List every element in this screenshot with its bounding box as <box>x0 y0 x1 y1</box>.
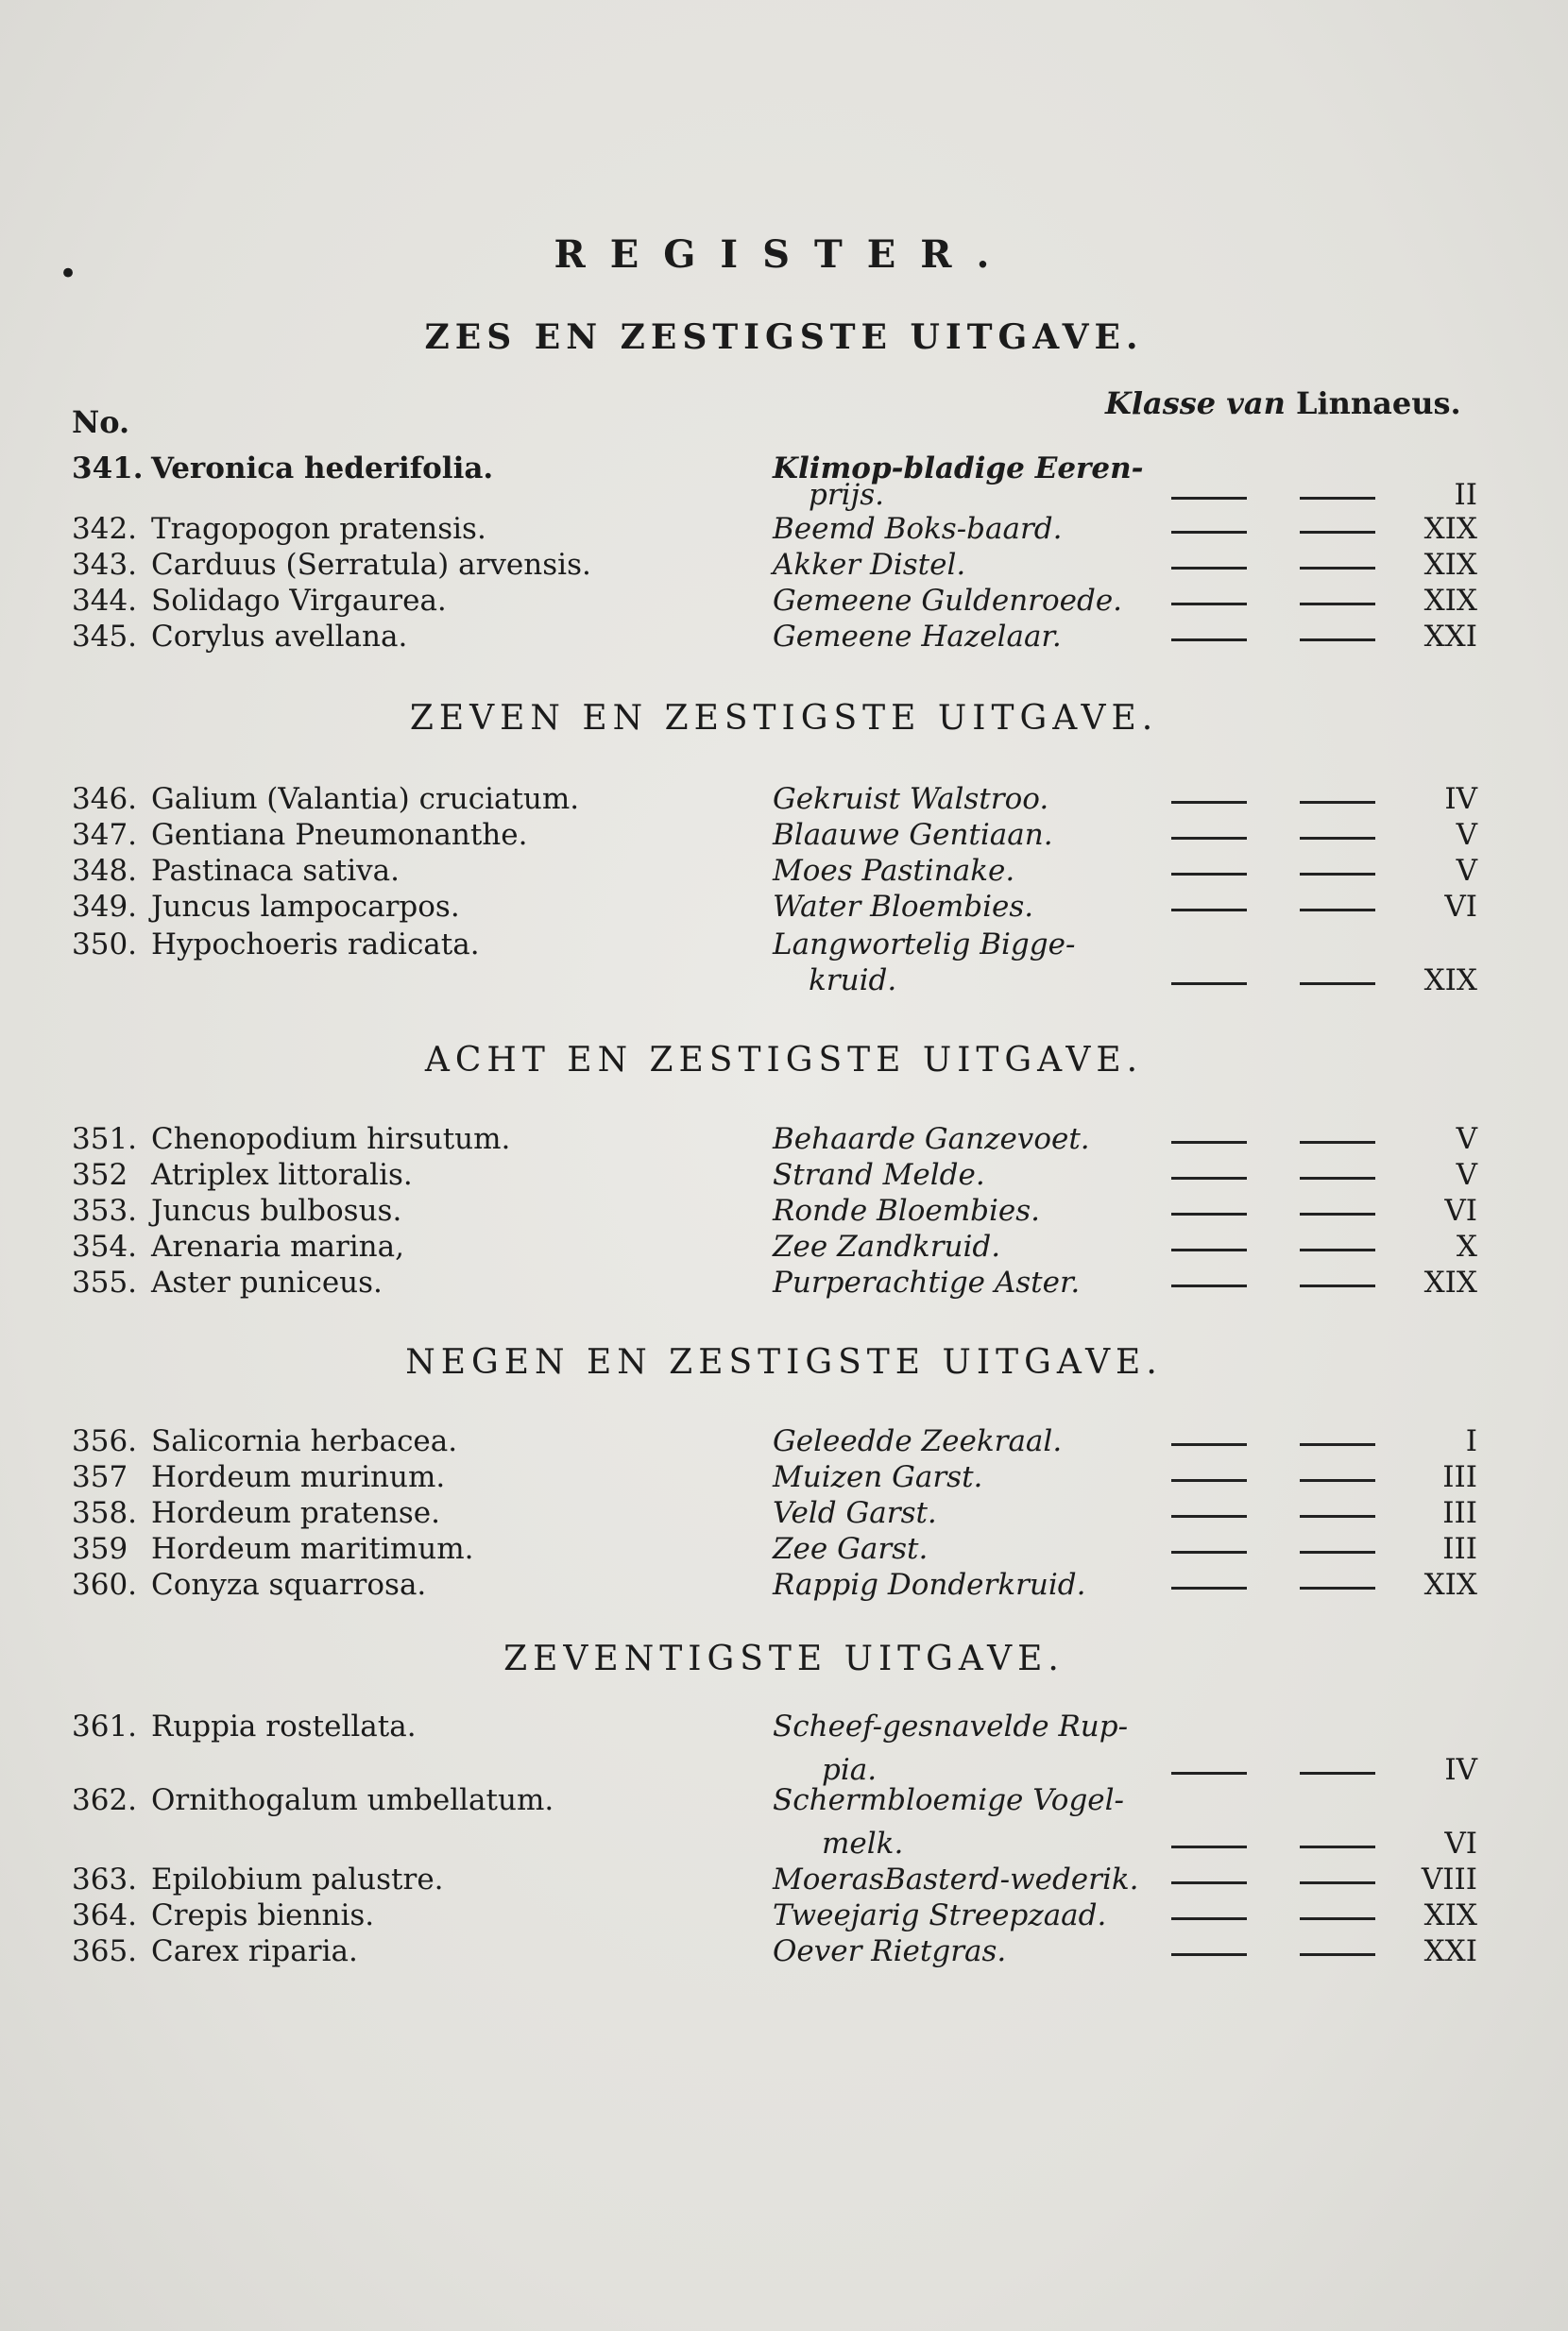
entry-klasse: VI <box>1444 1827 1477 1861</box>
entry-latin-name: Chenopodium hirsutum. <box>151 1122 511 1156</box>
entry-dutch-name: Moes Pastinake. <box>773 854 1015 888</box>
dash-rule <box>1300 982 1375 985</box>
dash-rule <box>1171 1285 1247 1287</box>
entry-dutch-name: Veld Garst. <box>773 1496 937 1530</box>
dash-rule <box>1300 1443 1375 1446</box>
entry-klasse: III <box>1442 1532 1477 1566</box>
entry-klasse: VI <box>1444 890 1477 924</box>
entry-klasse: V <box>1456 854 1477 888</box>
dash-rule <box>1300 531 1375 534</box>
entry-latin-name: Galium (Valantia) cruciatum. <box>151 782 580 816</box>
dash-rule <box>1171 1551 1247 1554</box>
list-item <box>0 1898 1568 1936</box>
dash-rule <box>1300 603 1375 605</box>
entry-number: 354. <box>72 1230 138 1264</box>
entry-klasse: IV <box>1444 1753 1477 1787</box>
dash-rule <box>1300 1551 1375 1554</box>
entry-dutch-name: Akker Distel. <box>773 548 966 582</box>
entry-latin-name: Solidago Virgaurea. <box>151 584 447 618</box>
list-item <box>0 1460 1568 1498</box>
list-item-continuation <box>0 1827 1568 1864</box>
entry-number: 347. <box>72 818 138 852</box>
entry-latin-name: Pastinaca sativa. <box>151 854 400 888</box>
entry-dutch-name-cont: prijs. <box>809 478 884 512</box>
entry-klasse: X <box>1456 1230 1477 1264</box>
dash-rule <box>1171 1772 1247 1775</box>
entry-klasse: III <box>1442 1460 1477 1494</box>
list-item <box>0 584 1568 621</box>
list-item <box>0 818 1568 856</box>
list-item <box>0 1496 1568 1534</box>
section-heading: ZES EN ZESTIGSTE UITGAVE. <box>424 317 1144 357</box>
dash-rule <box>1171 1141 1247 1144</box>
section-heading: ACHT EN ZESTIGSTE UITGAVE. <box>424 1041 1144 1080</box>
dash-rule <box>1171 1846 1247 1848</box>
entry-latin-name: Atriplex littoralis. <box>151 1158 413 1192</box>
list-item <box>0 1934 1568 1972</box>
entry-latin-name: Ornithogalum umbellatum. <box>151 1783 554 1817</box>
column-header-no: No. <box>72 404 130 440</box>
entry-klasse: XIX <box>1423 1898 1477 1932</box>
list-item <box>0 1710 1568 1747</box>
list-item <box>0 1266 1568 1303</box>
entry-latin-name: Epilobium palustre. <box>151 1863 444 1897</box>
dash-rule <box>1300 1772 1375 1775</box>
entry-number: 342. <box>72 512 138 546</box>
entry-klasse: VI <box>1444 1194 1477 1228</box>
entry-dutch-name: Ronde Bloembies. <box>773 1194 1040 1228</box>
dash-rule <box>1300 909 1375 911</box>
entry-latin-name: Hordeum murinum. <box>151 1460 446 1494</box>
list-item <box>0 1424 1568 1462</box>
entry-latin-name: Corylus avellana. <box>151 620 408 654</box>
entry-dutch-name: Water Bloembies. <box>773 890 1034 924</box>
entry-dutch-name: Tweejarig Streepzaad. <box>773 1898 1107 1932</box>
page-title: REGISTER. <box>554 232 1014 277</box>
dash-rule <box>1300 1917 1375 1920</box>
entry-dutch-name: Muizen Garst. <box>773 1460 983 1494</box>
entry-number: 344. <box>72 584 138 618</box>
printer-mark: • <box>59 255 78 293</box>
entry-latin-name: Tragopogon pratensis. <box>151 512 486 546</box>
entry-klasse: III <box>1442 1496 1477 1530</box>
entry-dutch-name: Langwortelig Bigge- <box>773 927 1076 961</box>
entry-dutch-name: Rappig Donderkruid. <box>773 1568 1086 1602</box>
entry-klasse: XIX <box>1423 963 1477 997</box>
entry-latin-name: Juncus lampocarpos. <box>151 890 460 924</box>
entry-latin-name: Crepis biennis. <box>151 1898 375 1932</box>
entry-number: 348. <box>72 854 138 888</box>
entry-dutch-name-cont: pia. <box>822 1753 878 1787</box>
entry-klasse: XXI <box>1423 1934 1477 1968</box>
dash-rule <box>1171 909 1247 911</box>
list-item <box>0 512 1568 550</box>
entry-latin-name: Arenaria marina, <box>151 1230 404 1264</box>
entry-klasse: XIX <box>1423 512 1477 546</box>
entry-dutch-name-cont: melk. <box>822 1827 904 1861</box>
entry-number: 349. <box>72 890 138 924</box>
entry-dutch-name: Schermbloemige Vogel- <box>773 1783 1125 1817</box>
entry-dutch-name: Behaarde Ganzevoet. <box>773 1122 1090 1156</box>
dash-rule <box>1171 1177 1247 1180</box>
entry-number: 365. <box>72 1934 138 1968</box>
entry-number: 362. <box>72 1783 138 1817</box>
list-item <box>0 620 1568 657</box>
entry-number: 350. <box>72 927 138 961</box>
entry-number: 358. <box>72 1496 138 1530</box>
list-item <box>0 890 1568 927</box>
dash-rule <box>1300 1846 1375 1848</box>
entry-number: 345. <box>72 620 138 654</box>
entry-latin-name: Salicornia herbacea. <box>151 1424 458 1458</box>
entry-latin-name: Hordeum maritimum. <box>151 1532 474 1566</box>
dash-rule <box>1300 1213 1375 1216</box>
entry-dutch-name: Purperachtige Aster. <box>773 1266 1081 1300</box>
dash-rule <box>1171 1587 1247 1590</box>
list-item <box>0 1532 1568 1570</box>
dash-rule <box>1300 1141 1375 1144</box>
entry-dutch-name: Oever Rietgras. <box>773 1934 1007 1968</box>
entry-klasse: VIII <box>1421 1863 1477 1897</box>
dash-rule <box>1171 873 1247 876</box>
entry-number: 361. <box>72 1710 138 1744</box>
list-item <box>0 1194 1568 1232</box>
entry-klasse: V <box>1456 818 1477 852</box>
entry-number: 364. <box>72 1898 138 1932</box>
entry-number: 346. <box>72 782 138 816</box>
section-heading: NEGEN EN ZESTIGSTE UITGAVE. <box>405 1343 1163 1382</box>
entry-klasse: V <box>1456 1122 1477 1156</box>
entry-dutch-name: MoerasBasterd-wederik. <box>773 1863 1139 1897</box>
entry-number: 355. <box>72 1266 138 1300</box>
entry-klasse: I <box>1465 1424 1477 1458</box>
entry-klasse: XXI <box>1423 620 1477 654</box>
list-item <box>0 1122 1568 1160</box>
entry-number: 360. <box>72 1568 138 1602</box>
dash-rule <box>1300 1881 1375 1884</box>
column-header-klasse <box>1105 385 1461 421</box>
list-item <box>0 1863 1568 1900</box>
section-heading: ZEVEN EN ZESTIGSTE UITGAVE. <box>409 699 1159 738</box>
entry-klasse: IV <box>1444 782 1477 816</box>
dash-rule <box>1171 1479 1247 1482</box>
entry-dutch-name: Geleedde Zeekraal. <box>773 1424 1063 1458</box>
entry-dutch-name: Zee Garst. <box>773 1532 929 1566</box>
entry-number: 359 <box>72 1532 128 1566</box>
entry-latin-name: Hypochoeris radicata. <box>151 927 480 961</box>
dash-rule <box>1300 1249 1375 1251</box>
list-item <box>0 548 1568 586</box>
entry-latin-name: Conyza squarrosa. <box>151 1568 427 1602</box>
section-heading: ZEVENTIGSTE UITGAVE. <box>503 1640 1065 1678</box>
dash-rule <box>1171 1213 1247 1216</box>
dash-rule <box>1300 1285 1375 1287</box>
dash-rule <box>1171 837 1247 840</box>
dash-rule <box>1171 801 1247 804</box>
dash-rule <box>1171 531 1247 534</box>
list-item-continuation <box>0 963 1568 1001</box>
entry-dutch-name: Klimop-bladige Eeren- <box>773 451 1144 485</box>
list-item <box>0 1158 1568 1196</box>
dash-rule <box>1171 1443 1247 1446</box>
entry-latin-name: Juncus bulbosus. <box>151 1194 402 1228</box>
dash-rule <box>1300 1479 1375 1482</box>
entry-dutch-name-cont: kruid. <box>809 963 897 997</box>
list-item-continuation <box>0 478 1568 516</box>
dash-rule <box>1300 1587 1375 1590</box>
dash-rule <box>1300 801 1375 804</box>
entry-latin-name: Carduus (Serratula) arvensis. <box>151 548 591 582</box>
entry-dutch-name: Strand Melde. <box>773 1158 985 1192</box>
entry-latin-name: Gentiana Pneumonanthe. <box>151 818 528 852</box>
list-item <box>0 1783 1568 1821</box>
entry-latin-name: Ruppia rostellata. <box>151 1710 417 1744</box>
entry-dutch-name: Blaauwe Gentiaan. <box>773 818 1053 852</box>
dash-rule <box>1300 567 1375 570</box>
entry-number: 341. <box>72 451 144 485</box>
dash-rule <box>1300 1177 1375 1180</box>
dash-rule <box>1300 837 1375 840</box>
dash-rule <box>1171 567 1247 570</box>
dash-rule <box>1300 873 1375 876</box>
entry-latin-name: Carex riparia. <box>151 1934 358 1968</box>
entry-number: 357 <box>72 1460 128 1494</box>
entry-number: 353. <box>72 1194 138 1228</box>
entry-latin-name: Veronica hederifolia. <box>151 451 494 485</box>
list-item <box>0 782 1568 820</box>
dash-rule <box>1171 497 1247 500</box>
entry-dutch-name: Gemeene Guldenroede. <box>773 584 1123 618</box>
entry-klasse: V <box>1456 1158 1477 1192</box>
entry-klasse: XIX <box>1423 548 1477 582</box>
entry-number: 356. <box>72 1424 138 1458</box>
column-header-klasse-b: Linnaeus. <box>1295 385 1461 421</box>
dash-rule <box>1300 638 1375 641</box>
entry-dutch-name: Gekruist Walstroo. <box>773 782 1049 816</box>
dash-rule <box>1171 1953 1247 1956</box>
dash-rule <box>1171 1881 1247 1884</box>
column-header-klasse-a: Klasse van <box>1105 385 1286 421</box>
entry-number: 343. <box>72 548 138 582</box>
dash-rule <box>1171 1917 1247 1920</box>
list-item <box>0 1568 1568 1606</box>
dash-rule <box>1171 1249 1247 1251</box>
dash-rule <box>1300 1953 1375 1956</box>
entry-number: 363. <box>72 1863 138 1897</box>
entry-klasse: XIX <box>1423 584 1477 618</box>
dash-rule <box>1300 1515 1375 1518</box>
entry-klasse: XIX <box>1423 1266 1477 1300</box>
entry-dutch-name: Gemeene Hazelaar. <box>773 620 1062 654</box>
entry-number: 351. <box>72 1122 138 1156</box>
dash-rule <box>1171 1515 1247 1518</box>
list-item <box>0 927 1568 965</box>
entry-dutch-name: Scheef-gesnavelde Rup- <box>773 1710 1129 1744</box>
entry-latin-name: Aster puniceus. <box>151 1266 383 1300</box>
entry-klasse: XIX <box>1423 1568 1477 1602</box>
dash-rule <box>1171 638 1247 641</box>
dash-rule <box>1300 497 1375 500</box>
dash-rule <box>1171 603 1247 605</box>
dash-rule <box>1171 982 1247 985</box>
entry-number: 352 <box>72 1158 128 1192</box>
list-item <box>0 854 1568 892</box>
list-item <box>0 1230 1568 1268</box>
entry-latin-name: Hordeum pratense. <box>151 1496 440 1530</box>
entry-klasse: II <box>1454 478 1477 512</box>
entry-dutch-name: Beemd Boks-baard. <box>773 512 1063 546</box>
entry-dutch-name: Zee Zandkruid. <box>773 1230 1001 1264</box>
